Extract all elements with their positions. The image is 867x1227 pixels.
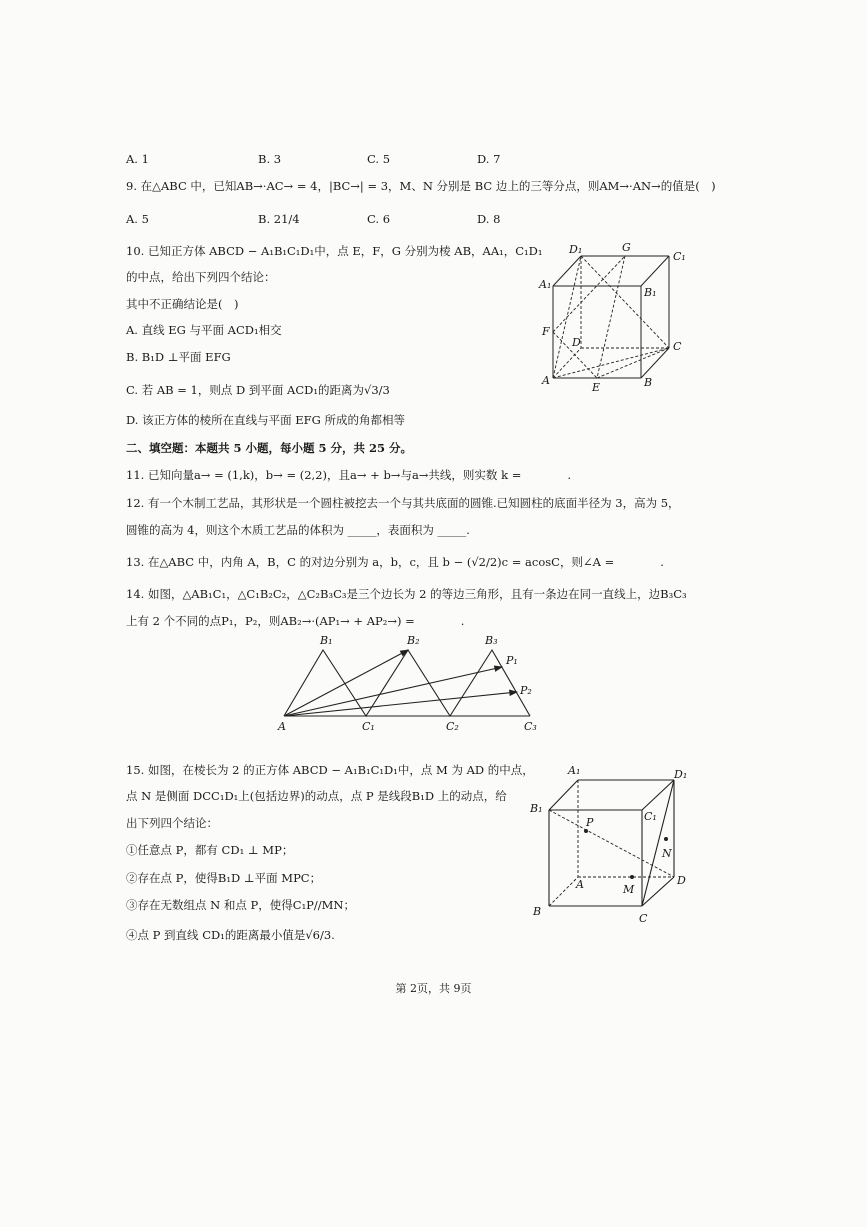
q10-label-c: C [673,340,682,353]
q15-statement-4: ④点 P 到直线 CD₁的距离最小值是√6/3. [126,928,335,942]
q15-label-b1: B₁ [530,802,543,815]
q10-label-d: D [572,336,581,349]
q12-stem-line2: 圆锥的高为 4，则这个木质工艺品的体积为 _____，表面积为 _____. [126,523,470,537]
q10-label-a1: A₁ [539,278,552,291]
q10-option-c: C. 若 AB = 1，则点 D 到平面 ACD₁的距离为√3/3 [126,383,390,397]
q14-label-c3: C₃ [524,720,537,733]
q8-option-b: B. 3 [258,152,282,166]
q15-statement-1: ①任意点 P，都有 CD₁ ⊥ MP； [126,843,294,857]
q9-option-b: B. 21/4 [258,212,300,226]
q15-label-d1: D₁ [674,768,688,781]
q14-label-b3: B₃ [485,634,498,647]
q15-label-c: C [639,912,648,925]
q14-label-c1: C₁ [362,720,375,733]
page-footer: 第 2页，共 9页 [395,982,472,995]
q10-label-d1: D₁ [569,243,583,256]
q12-stem-line1: 12. 有一个木制工艺品，其形状是一个圆柱被挖去一个与其共底面的圆锥.已知圆柱的底面半径为 3，高为 5， [126,496,680,510]
q14-label-p2: P₂ [520,684,532,697]
q9-option-d: D. 8 [477,212,501,226]
q11-stem: 11. 已知向量a→ = (1,k)，b→ = (2,2)，且a→ + b→与a→共线，则实数 k = . [126,468,571,482]
q10-label-b1: B₁ [644,286,657,299]
q10-label-a: A [542,374,550,387]
q14-label-a: A [278,720,286,733]
q15-label-a: A [576,878,584,891]
section-2-heading: 二、填空题：本题共 5 小题，每小题 5 分，共 25 分。 [126,441,413,455]
q14-stem-line2: 上有 2 个不同的点P₁，P₂，则AB₂→·(AP₁→ + AP₂→) = . [126,614,465,628]
q15-label-p: P [586,816,594,829]
q15-cube-figure [526,760,696,925]
q8-option-a: A. 1 [126,152,149,166]
q15-label-d: D [677,874,686,887]
q8-option-d: D. 7 [477,152,501,166]
q10-label-c1: C₁ [673,250,686,263]
q14-label-b1: B₁ [320,634,333,647]
q8-option-c: C. 5 [367,152,391,166]
q15-stem-line1: 15. 如图，在棱长为 2 的正方体 ABCD − A₁B₁C₁D₁中，点 M 为 AD 的中点， [126,763,534,777]
q9-stem: 9. 在△ABC 中，已知AB→·AC→ = 4，|BC→| = 3，M、N 分别是 BC 边上的三等分点，则AM→·AN→的值是( ) [126,179,716,193]
q10-stem-line3: 其中不正确结论是( ) [126,297,239,311]
q14-stem-line1: 14. 如图，△AB₁C₁，△C₁B₂C₂，△C₂B₃C₃是三个边长为 2 的等边三角形，且有一条边在同一直线上，边B₃C₃ [126,587,687,601]
q10-option-d: D. 该正方体的棱所在直线与平面 EFG 所成的角都相等 [126,413,405,427]
q15-statement-2: ②存在点 P，使得B₁D ⊥平面 MPC； [126,871,322,885]
q10-cube-figure [536,238,696,393]
q10-label-b: B [644,376,653,389]
q14-triangles-figure [270,630,550,740]
q10-option-b: B. B₁D ⊥平面 EFG [126,350,231,364]
q15-label-b: B [533,905,542,918]
q10-option-a: A. 直线 EG 与平面 ACD₁相交 [126,323,282,337]
q15-stem-line3: 出下列四个结论： [126,816,218,830]
q9-option-a: A. 5 [126,212,149,226]
q10-label-g: G [622,241,631,254]
q15-statement-3: ③存在无数组点 N 和点 P，使得C₁P//MN； [126,898,355,912]
q14-label-b2: B₂ [407,634,420,647]
q10-label-e: E [592,381,601,393]
q15-label-c1: C₁ [644,810,657,823]
q14-label-c2: C₂ [446,720,459,733]
q9-option-c: C. 6 [367,212,391,226]
q15-label-n: N [662,847,672,860]
q15-stem-line2: 点 N 是侧面 DCC₁D₁上(包括边界)的动点，点 P 是线段B₁D 上的动点，给 [126,789,507,803]
q15-label-m: M [623,883,635,896]
q10-stem-line2: 的中点，给出下列四个结论： [126,270,276,284]
q15-label-a1: A₁ [568,764,581,777]
q13-stem: 13. 在△ABC 中，内角 A，B，C 的对边分别为 a，b，c，且 b − (√2/2)c = acosC，则∠A = . [126,555,664,569]
q14-label-p1: P₁ [506,654,518,667]
q10-stem-line1: 10. 已知正方体 ABCD − A₁B₁C₁D₁中，点 E，F，G 分别为棱 AB，AA₁，C₁D₁ [126,244,543,258]
q10-label-f: F [542,325,550,338]
